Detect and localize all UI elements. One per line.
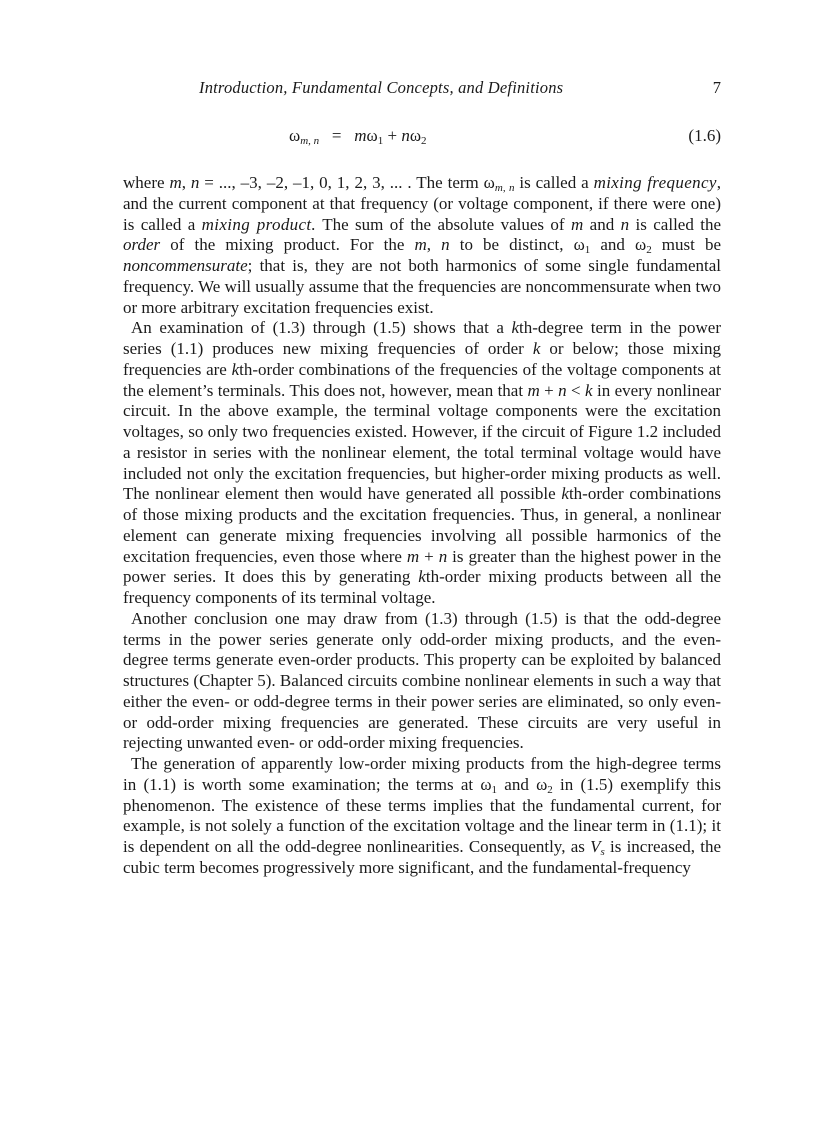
math-var: k (511, 318, 519, 338)
math-subscript: 2 (547, 783, 553, 796)
eq-omega: ω (289, 126, 301, 145)
eq-plus: + (387, 126, 398, 145)
eq-sub-2: 2 (421, 135, 427, 147)
text-run: th-order mixing products between all the frequency components of its terminal voltage. (123, 567, 721, 607)
text-run: is called the (629, 214, 722, 234)
text-run: th-order combinations of those mixing products and the excitation frequencies. Thus, in general, a nonlinear element can generate mixing frequencies involving all possible harmonics of the excitation frequencies, even those where (123, 484, 721, 566)
term-order: order (123, 235, 161, 255)
math-var: n (558, 380, 567, 400)
paragraph-3: Another conclusion one may draw from (1.3) through (1.5) is that the odd-degree terms in the power series generate only odd-order mixing products, and the even-degree terms generate even-order products. This property can be exploited by balanced structures (Chapter 5). Balanced circuits combine nonlinear elements in such a way that either the even- or odd-degree terms in their power series are eliminated, so only even- or odd-order mixing frequencies are generated. These circuits are very useful in rejecting unwanted even- or odd-order mixing frequencies. (123, 608, 721, 753)
math-subscript: s (600, 846, 605, 858)
term-mixing-frequency: mixing frequency (593, 173, 717, 192)
text-run: and (583, 214, 621, 234)
text-run: and ω (497, 774, 548, 794)
eq-omega-1: ω (366, 126, 378, 145)
math-var: k (532, 339, 541, 358)
equation-body (289, 121, 427, 151)
text-run: th-degree term in the power series (1.1) produces new mixing frequencies of order (123, 318, 721, 358)
text-run: = ..., –3, –2, –1, 0, 1, 2, 3, ... . The term ω (199, 173, 495, 192)
eq-m: m (354, 126, 367, 145)
text-run: is called a (514, 173, 594, 192)
text-run: , and the current component at that frequency (or voltage component, if there were one) is called a (123, 173, 721, 234)
math-var: n (438, 546, 448, 566)
math-var: k (585, 380, 593, 400)
math-var: m (414, 235, 427, 255)
math-var: n (441, 235, 450, 255)
math-var: n (190, 173, 200, 192)
math-subscript: 1 (584, 244, 591, 257)
running-header (123, 76, 721, 100)
text-run: is greater than the highest power in the power series. It does this by generating (123, 546, 721, 587)
equation-1-6 (123, 121, 721, 151)
eq-subscript-mn: m, n (300, 135, 320, 147)
text-run: + (419, 546, 439, 566)
eq-equals: = (331, 126, 342, 145)
body-text (123, 173, 721, 879)
text-run: ; that is, they are not both harmonics of some single fundamental frequency. We will usually assume that the frequencies are noncommensurate when two or more arbitrary excitation frequencies exist. (123, 256, 721, 317)
math-subscript: 1 (491, 783, 498, 796)
text-run: < (566, 380, 586, 400)
text-run: , (181, 173, 191, 192)
math-var: n (620, 214, 630, 234)
text-run: An examination of (1.3) through (1.5) shows that a (131, 318, 512, 338)
equation-number: (1.6) (688, 126, 721, 145)
math-var: m (570, 214, 584, 234)
text-run: where (123, 173, 170, 192)
math-var: m (169, 173, 182, 192)
math-var: k (418, 567, 426, 587)
eq-sub-1: 1 (377, 135, 384, 147)
term-noncommensurate: noncommensurate (123, 256, 248, 275)
math-var: V (590, 837, 601, 856)
text-run: and ω (590, 235, 647, 255)
text-run: + (539, 380, 559, 400)
text-run: is increased, the cubic term becomes progressively more significant, and the fundamental-frequency (123, 837, 722, 877)
text-run: The generation of apparently low-order mixing products from the high-degree terms in (1.1) is worth some examination; the terms at ω (123, 754, 721, 794)
text-run: of the mixing product. For the (160, 235, 415, 255)
text-run: in every nonlinear circuit. In the above example, the terminal voltage components were the excitation voltages, so only two frequencies existed. However, if the circuit of Figure 1.2 included a resistor in series with the nonlinear element, the total terminal voltage would have included not only the excitation frequencies, but higher-order mixing products as well. The nonlinear element then would have generated all possible (123, 380, 721, 504)
eq-omega-2: ω (409, 126, 422, 145)
term-mixing-product: mixing product. (201, 214, 317, 234)
paragraph-1 (123, 173, 721, 318)
math-var: m (406, 546, 420, 566)
text-run: or below; those mixing frequencies are (123, 339, 721, 379)
math-var: m (527, 380, 540, 400)
text-run: , (426, 235, 442, 255)
page-number: 7 (712, 78, 721, 97)
paragraph-4 (123, 754, 721, 879)
math-var: k (561, 484, 569, 504)
text-run: to be distinct, ω (449, 235, 585, 255)
paragraph-2 (123, 318, 721, 609)
math-subscript: 2 (646, 244, 652, 257)
running-title: Introduction, Fundamental Concepts, and Definitions (199, 78, 564, 97)
math-subscript: m, n (494, 182, 515, 194)
text-run: must be (651, 235, 721, 255)
text-run: The sum of the absolute values of (316, 214, 571, 234)
math-var: k (231, 359, 240, 379)
text-run: th-order combinations of the frequencies of the voltage components at the element’s terminals. This does not, however, mean that (123, 359, 721, 400)
eq-n: n (401, 126, 410, 145)
text-run: in (1.5) exemplify this phenomenon. The existence of these terms implies that the fundamental current, for example, is not solely a function of the excitation voltage and the linear term in (1.1); it is dependent on all the odd-degree nonlinearities. Consequently, as (123, 774, 721, 856)
